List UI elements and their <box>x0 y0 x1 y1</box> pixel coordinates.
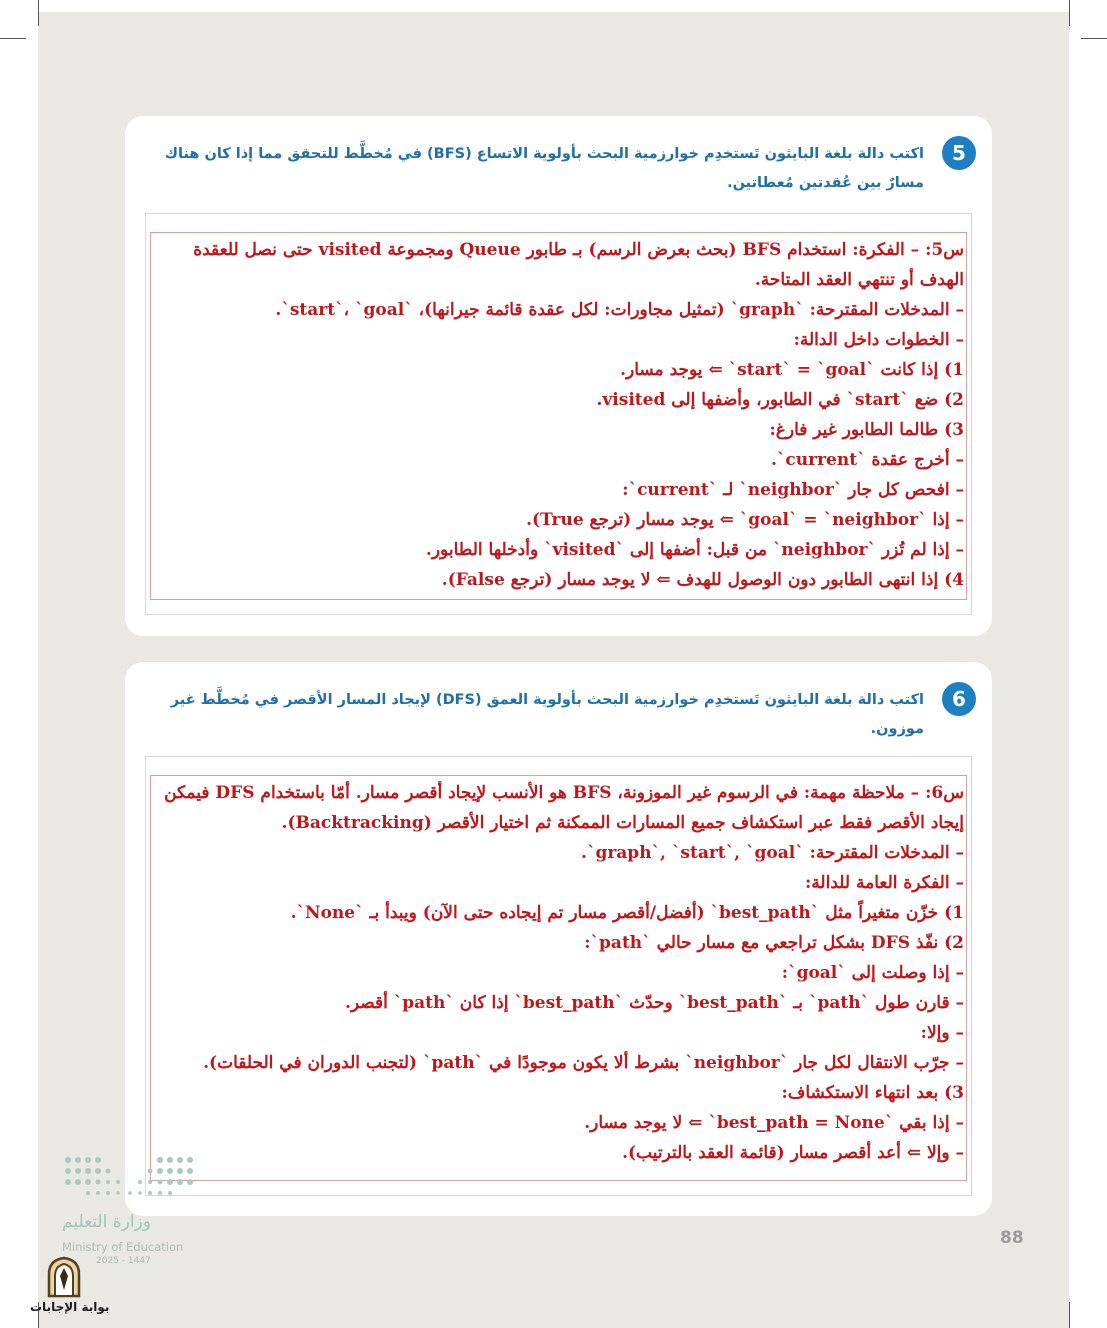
answer-line: – المدخلات المقترحة: `graph`, `start`, `goal`. <box>581 843 964 863</box>
crop-mark <box>1081 38 1107 39</box>
crop-mark <box>1069 1302 1070 1328</box>
ministry-logo-dots-icon <box>60 1154 200 1200</box>
crop-mark <box>1069 0 1070 26</box>
answer-line: 3) بعد انتهاء الاستكشاف: <box>781 1083 964 1103</box>
answer-line: – إذا لم تُزر `neighbor` من قبل: أضفها إلى `visited` وأدخلها الطابور. <box>425 540 964 560</box>
question-number-badge: 5 <box>942 136 976 170</box>
answer-line: 2) نفّذ DFS بشكل تراجعي مع مسار حالي `path`: <box>584 933 964 953</box>
answer-line: – الفكرة العامة للدالة: <box>805 873 964 893</box>
answer-line: – وإلا ⇐ أعد أقصر مسار (قائمة العقد بالترتيب). <box>622 1143 964 1163</box>
crop-mark <box>38 0 39 26</box>
answer-line: – أخرج عقدة `current`. <box>771 450 964 470</box>
answer-line: – قارن طول `path` بـ `best_path` وحدّث `best_path` إذا كان `path` أقصر. <box>344 993 964 1013</box>
watermark-label: بوابة الإجابات <box>30 1300 110 1314</box>
answer-line: س6: – ملاحظة مهمة: في الرسوم غير الموزونة، BFS هو الأنسب لإيجاد أقصر مسار. أمّا باستخدام DFS فيمكن إيجاد الأقصر فقط عبر استكشاف جميع المسارات الممكنة ثم اختيار الأقصر (Backtracking). <box>164 783 964 833</box>
question-card-5 <box>125 116 992 636</box>
answer-box <box>145 213 972 615</box>
question-card-6 <box>125 662 992 1216</box>
answer-line: – جرّب الانتقال لكل جار `neighbor` بشرط ألا يكون موجودًا في `path` (لتجنب الدوران في الحلقات). <box>203 1053 964 1073</box>
answer-line: س5: – الفكرة: استخدام BFS (بحث بعرض الرسم) بـ طابور Queue ومجموعة visited حتى نصل للعقدة الهدف أو تنتهي العقد المتاحة. <box>193 240 964 290</box>
gate-logo-icon <box>46 1256 82 1298</box>
answer-line: – الخطوات داخل الدالة: <box>793 330 964 350</box>
crop-mark <box>0 38 26 39</box>
answer-text <box>155 235 964 595</box>
ministry-logo-english: Ministry of Education <box>62 1240 184 1254</box>
ministry-logo-year: 2025 - 1447 <box>96 1256 151 1266</box>
answer-text <box>155 778 964 1168</box>
answer-line: – وإلا: <box>920 1023 964 1043</box>
answer-line: 3) طالما الطابور غير فارغ: <box>769 420 964 440</box>
page-number: 88 <box>1000 1228 1024 1248</box>
answer-line: 1) إذا كانت `start` = `goal` ⇐ يوجد مسار. <box>620 360 964 380</box>
answer-line: – افحص كل جار `neighbor` لـ `current`: <box>622 480 964 500</box>
question-number-badge: 6 <box>942 682 976 716</box>
answer-line: 1) خزّن متغيراً مثل `best_path` (أفضل/أقصر مسار تم إيجاده حتى الآن) ويبدأ بـ `None`. <box>290 903 964 923</box>
answer-box <box>145 756 972 1196</box>
question-prompt: اكتب دالة بلغة البايثون تَستخدِم خوارزمية البحث بأولوية العمق (DFS) لإيجاد المسار الأقصر في مُخطَّط غير موزون. <box>170 692 924 737</box>
answer-line: 4) إذا انتهى الطابور دون الوصول للهدف ⇐ لا يوجد مسار (ترجع False). <box>441 570 964 590</box>
answer-line: – إذا بقي `best_path = None` ⇐ لا يوجد مسار. <box>584 1113 964 1133</box>
question-prompt: اكتب دالة بلغة البايثون تَستخدِم خوارزمية البحث بأولوية الاتساع (BFS) في مُخطَّط للتحقق مما إذا كان هناك مسارٌ بين عُقدتين مُعطاتين. <box>164 146 924 191</box>
answer-line: – إذا وصلت إلى `goal`: <box>781 963 964 983</box>
answer-frame <box>150 775 967 1181</box>
answer-frame <box>150 232 967 600</box>
answer-line: 2) ضع `start` في الطابور، وأضفها إلى visited. <box>596 390 964 410</box>
ministry-logo-arabic: وزارة التعليم <box>62 1212 151 1232</box>
answer-line: – إذا `goal` = `neighbor` ⇐ يوجد مسار (ترجع True). <box>526 510 964 530</box>
answer-line: – المدخلات المقترحة: `graph` (تمثيل مجاورات: لكل عقدة قائمة جيرانها)، `start`، `goal`. <box>275 300 964 320</box>
